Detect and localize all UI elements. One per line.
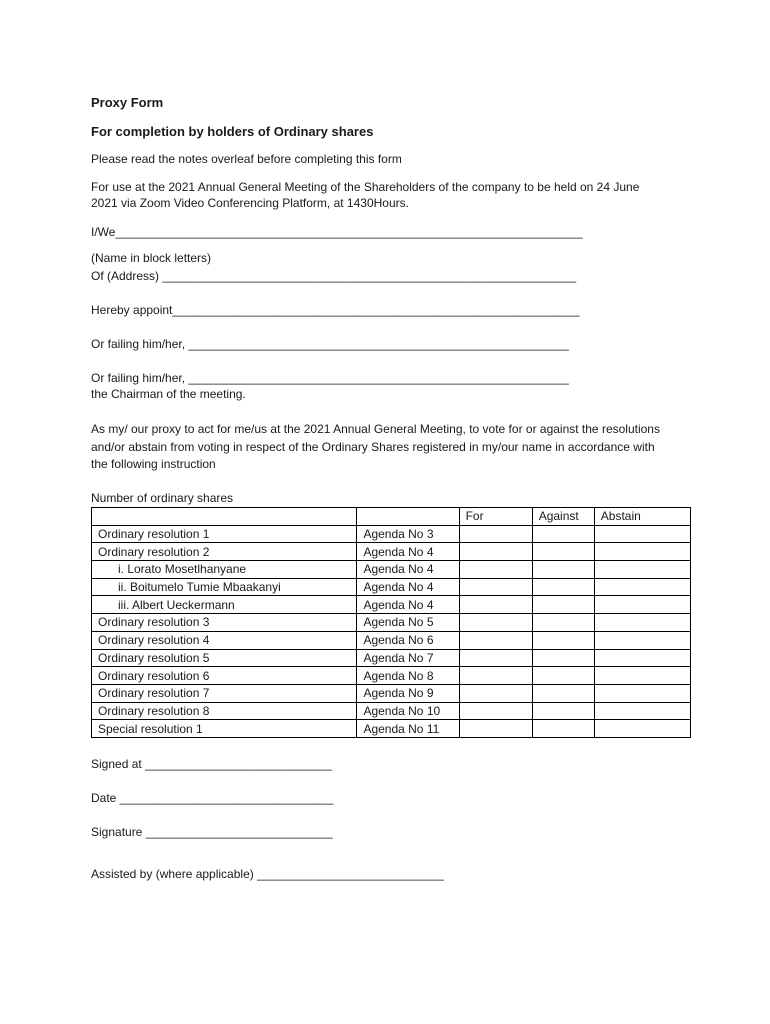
vote-against-cell[interactable] bbox=[532, 667, 594, 685]
vote-abstain-cell[interactable] bbox=[594, 596, 690, 614]
failing-field-2[interactable]: Or failing him/her, _________________________________________________________ bbox=[91, 371, 569, 385]
vote-for-cell[interactable] bbox=[459, 525, 532, 543]
resolution-cell: Ordinary resolution 6 bbox=[92, 667, 357, 685]
proxy-line-1: As my/ our proxy to act for me/us at the 2021 Annual General Meeting, to vote for or against the resolutions bbox=[91, 422, 660, 436]
vote-against-cell[interactable] bbox=[532, 525, 594, 543]
vote-abstain-cell[interactable] bbox=[594, 631, 690, 649]
appoint-field[interactable]: Hereby appoint_____________________________________________________________ bbox=[91, 303, 580, 317]
usage-line-2: 2021 via Zoom Video Conferencing Platform, at 1430Hours. bbox=[91, 196, 409, 210]
agenda-cell: Agenda No 4 bbox=[357, 578, 459, 596]
resolution-cell: Ordinary resolution 2 bbox=[92, 543, 357, 561]
resolution-cell: iii. Albert Ueckermann bbox=[92, 596, 357, 614]
form-title: Proxy Form bbox=[91, 95, 164, 110]
agenda-cell: Agenda No 6 bbox=[357, 631, 459, 649]
vote-abstain-cell[interactable] bbox=[594, 720, 690, 738]
vote-against-cell[interactable] bbox=[532, 578, 594, 596]
vote-for-cell[interactable] bbox=[459, 543, 532, 561]
vote-abstain-cell[interactable] bbox=[594, 649, 690, 667]
table-row bbox=[92, 543, 691, 561]
table-row bbox=[92, 684, 691, 702]
vote-abstain-cell[interactable] bbox=[594, 561, 690, 579]
assisted-by-field[interactable]: Assisted by (where applicable) ____________________________ bbox=[91, 867, 444, 881]
resolution-cell: Ordinary resolution 1 bbox=[92, 525, 357, 543]
vote-against-cell[interactable] bbox=[532, 614, 594, 632]
table-header-row bbox=[92, 508, 691, 526]
table-row bbox=[92, 525, 691, 543]
usage-line-1: For use at the 2021 Annual General Meeting of the Shareholders of the company to be held on 24 June bbox=[91, 180, 640, 194]
header-for: For bbox=[459, 508, 532, 526]
vote-abstain-cell[interactable] bbox=[594, 614, 690, 632]
proxy-line-2: and/or abstain from voting in respect of the Ordinary Shares registered in my/our name in accordance with bbox=[91, 440, 655, 454]
agenda-cell: Agenda No 10 bbox=[357, 702, 459, 720]
vote-against-cell[interactable] bbox=[532, 543, 594, 561]
vote-for-cell[interactable] bbox=[459, 702, 532, 720]
vote-abstain-cell[interactable] bbox=[594, 525, 690, 543]
vote-for-cell[interactable] bbox=[459, 561, 532, 579]
resolution-cell: Ordinary resolution 4 bbox=[92, 631, 357, 649]
agenda-cell: Agenda No 11 bbox=[357, 720, 459, 738]
resolution-cell: ii. Boitumelo Tumie Mbaakanyi bbox=[92, 578, 357, 596]
vote-for-cell[interactable] bbox=[459, 631, 532, 649]
table-row bbox=[92, 649, 691, 667]
agenda-cell: Agenda No 9 bbox=[357, 684, 459, 702]
vote-for-cell[interactable] bbox=[459, 596, 532, 614]
resolution-cell: Ordinary resolution 3 bbox=[92, 614, 357, 632]
failing-field-1[interactable]: Or failing him/her, _________________________________________________________ bbox=[91, 337, 569, 351]
vote-against-cell[interactable] bbox=[532, 720, 594, 738]
vote-for-cell[interactable] bbox=[459, 578, 532, 596]
vote-against-cell[interactable] bbox=[532, 561, 594, 579]
header-abstain: Abstain bbox=[594, 508, 690, 526]
vote-against-cell[interactable] bbox=[532, 684, 594, 702]
form-subtitle: For completion by holders of Ordinary shares bbox=[91, 124, 374, 139]
vote-abstain-cell[interactable] bbox=[594, 702, 690, 720]
table-row bbox=[92, 578, 691, 596]
proxy-line-3: the following instruction bbox=[91, 457, 216, 471]
header-shares-cell[interactable] bbox=[92, 508, 357, 526]
table-row bbox=[92, 614, 691, 632]
address-field[interactable]: Of (Address) ______________________________________________________________ bbox=[91, 269, 577, 283]
resolutions-table bbox=[91, 507, 691, 738]
agenda-cell: Agenda No 3 bbox=[357, 525, 459, 543]
vote-against-cell[interactable] bbox=[532, 631, 594, 649]
chairman-text: the Chairman of the meeting. bbox=[91, 387, 246, 401]
shares-label: Number of ordinary shares bbox=[91, 491, 234, 505]
iwe-field[interactable]: I/We______________________________________________________________________ bbox=[91, 225, 583, 239]
vote-for-cell[interactable] bbox=[459, 667, 532, 685]
vote-for-cell[interactable] bbox=[459, 684, 532, 702]
date-field[interactable]: Date ________________________________ bbox=[91, 791, 334, 805]
agenda-cell: Agenda No 8 bbox=[357, 667, 459, 685]
header-against: Against bbox=[532, 508, 594, 526]
signed-at-field[interactable]: Signed at ____________________________ bbox=[91, 757, 332, 771]
agenda-cell: Agenda No 4 bbox=[357, 596, 459, 614]
agenda-cell: Agenda No 4 bbox=[357, 543, 459, 561]
resolution-cell: Ordinary resolution 8 bbox=[92, 702, 357, 720]
table-row bbox=[92, 667, 691, 685]
vote-abstain-cell[interactable] bbox=[594, 578, 690, 596]
vote-for-cell[interactable] bbox=[459, 720, 532, 738]
resolution-cell: Ordinary resolution 7 bbox=[92, 684, 357, 702]
header-agenda-cell bbox=[357, 508, 459, 526]
table-row bbox=[92, 702, 691, 720]
vote-for-cell[interactable] bbox=[459, 614, 532, 632]
table-row bbox=[92, 631, 691, 649]
vote-against-cell[interactable] bbox=[532, 596, 594, 614]
table-row bbox=[92, 561, 691, 579]
resolution-cell: Ordinary resolution 5 bbox=[92, 649, 357, 667]
agenda-cell: Agenda No 7 bbox=[357, 649, 459, 667]
vote-abstain-cell[interactable] bbox=[594, 684, 690, 702]
vote-against-cell[interactable] bbox=[532, 649, 594, 667]
resolution-cell: i. Lorato Mosetlhanyane bbox=[92, 561, 357, 579]
agenda-cell: Agenda No 5 bbox=[357, 614, 459, 632]
notice-text: Please read the notes overleaf before completing this form bbox=[91, 152, 402, 166]
vote-abstain-cell[interactable] bbox=[594, 667, 690, 685]
table-row bbox=[92, 720, 691, 738]
table-row bbox=[92, 596, 691, 614]
resolution-cell: Special resolution 1 bbox=[92, 720, 357, 738]
agenda-cell: Agenda No 4 bbox=[357, 561, 459, 579]
name-hint: (Name in block letters) bbox=[91, 251, 212, 265]
vote-against-cell[interactable] bbox=[532, 702, 594, 720]
vote-abstain-cell[interactable] bbox=[594, 543, 690, 561]
vote-for-cell[interactable] bbox=[459, 649, 532, 667]
signature-field[interactable]: Signature ____________________________ bbox=[91, 825, 333, 839]
